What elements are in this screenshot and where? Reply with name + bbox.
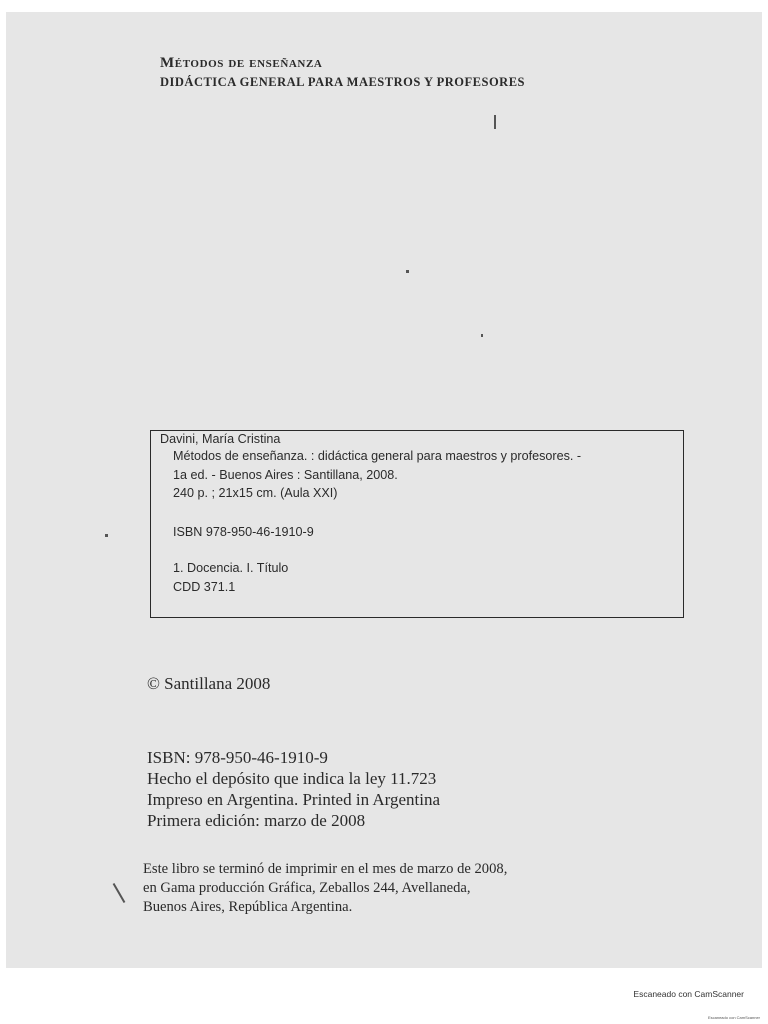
imprint-block bbox=[147, 747, 440, 831]
cip-author: Davini, María Cristina bbox=[160, 432, 281, 446]
speck-mark bbox=[494, 115, 496, 129]
cip-pages: 240 p. ; 21x15 cm. (Aula XXI) bbox=[173, 486, 338, 500]
book-title: Métodos de enseñanza bbox=[160, 55, 323, 71]
cip-subjects: 1. Docencia. I. Título bbox=[173, 561, 289, 575]
cip-edition: 1a ed. - Buenos Aires : Santillana, 2008. bbox=[173, 468, 398, 482]
colophon-line-1: Este libro se terminó de imprimir en el mes de marzo de 2008, bbox=[143, 861, 508, 877]
speck-mark bbox=[406, 270, 409, 273]
cip-cdd: CDD 371.1 bbox=[173, 580, 236, 594]
cip-isbn: ISBN 978-950-46-1910-9 bbox=[173, 525, 314, 539]
speck-mark bbox=[481, 334, 483, 337]
cataloging-record-box bbox=[150, 430, 684, 618]
imprint-isbn: ISBN: 978-950-46-1910-9 bbox=[147, 748, 328, 767]
cip-title: Métodos de enseñanza. : didáctica general para maestros y profesores. - bbox=[173, 449, 582, 463]
book-subtitle: DIDÁCTICA GENERAL PARA MAESTROS Y PROFESORES bbox=[160, 75, 525, 89]
copyright-notice: © Santillana 2008 bbox=[147, 674, 271, 693]
speck-mark bbox=[105, 534, 108, 537]
colophon-line-3: Buenos Aires, República Argentina. bbox=[143, 899, 353, 915]
imprint-printed: Impreso en Argentina. Printed in Argentina bbox=[147, 790, 441, 809]
scanner-watermark-small: Escaneado con CamScanner bbox=[707, 1015, 760, 1020]
imprint-deposit: Hecho el depósito que indica la ley 11.723 bbox=[147, 769, 437, 788]
colophon-block bbox=[143, 860, 507, 917]
colophon-line-2: en Gama producción Gráfica, Zeballos 244, Avellaneda, bbox=[143, 880, 471, 896]
imprint-edition: Primera edición: marzo de 2008 bbox=[147, 811, 366, 830]
book-title-block bbox=[160, 55, 525, 90]
scanner-watermark: Escaneado con CamScanner bbox=[633, 989, 744, 999]
